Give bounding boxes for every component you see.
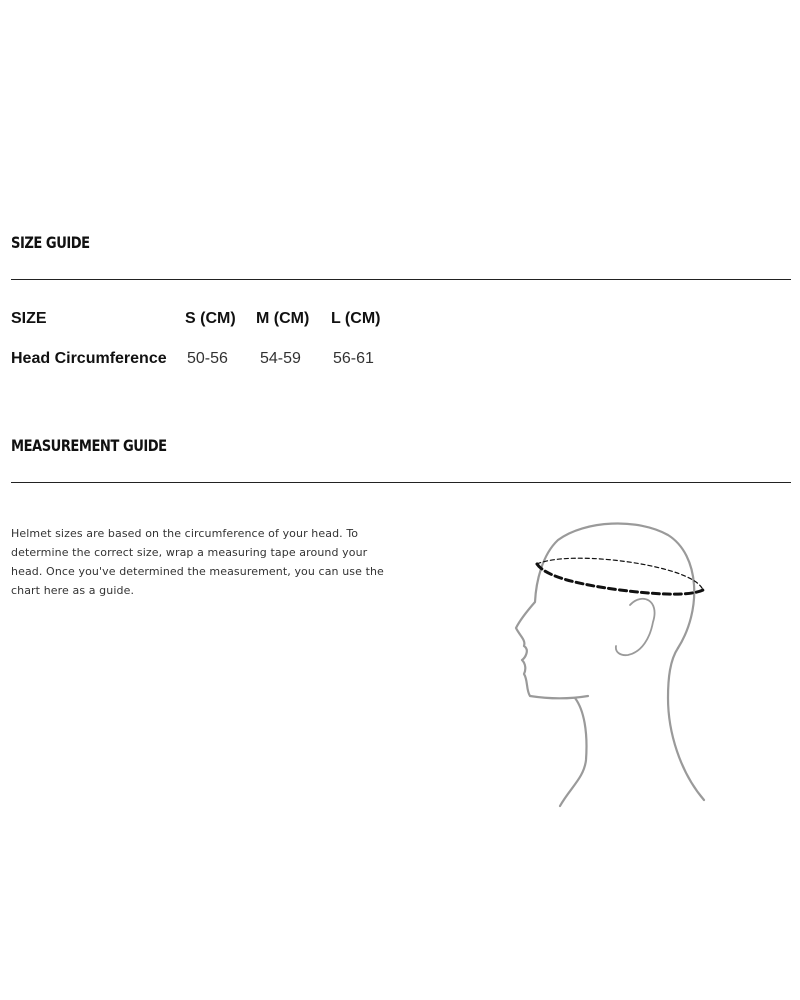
head-measurement-illustration-icon [500, 510, 720, 815]
size-header-label: SIZE [11, 310, 47, 327]
size-table [11, 309, 401, 369]
head-profile-outline [516, 524, 694, 699]
measurement-guide-title: MEASUREMENT GUIDE [11, 436, 167, 455]
size-column-l: L (CM) [331, 310, 381, 327]
size-column-m: M (CM) [256, 310, 310, 327]
size-column-s: S (CM) [185, 310, 236, 327]
size-guide-title: SIZE GUIDE [11, 233, 90, 252]
measuring-tape-back [537, 558, 703, 590]
measurement-description: Helmet sizes are based on the circumference of your head. To determine the correct size, wrap a measuring tape around your head. Once you've determined the measurement, you can use the chart here as a guide. [11, 527, 384, 597]
ear-outline [616, 599, 655, 655]
measuring-tape-front [537, 564, 703, 594]
measurement-guide-divider [11, 482, 791, 483]
size-s-value: 50-56 [187, 350, 228, 367]
size-guide-divider [11, 279, 791, 280]
size-table-header-row [11, 309, 401, 349]
head-circumference-label: Head Circumference [11, 350, 167, 367]
table-row [11, 349, 401, 369]
neck-back-outline [668, 648, 704, 800]
neck-front-outline [560, 698, 587, 806]
size-m-value: 54-59 [260, 350, 301, 367]
size-l-value: 56-61 [333, 350, 374, 367]
